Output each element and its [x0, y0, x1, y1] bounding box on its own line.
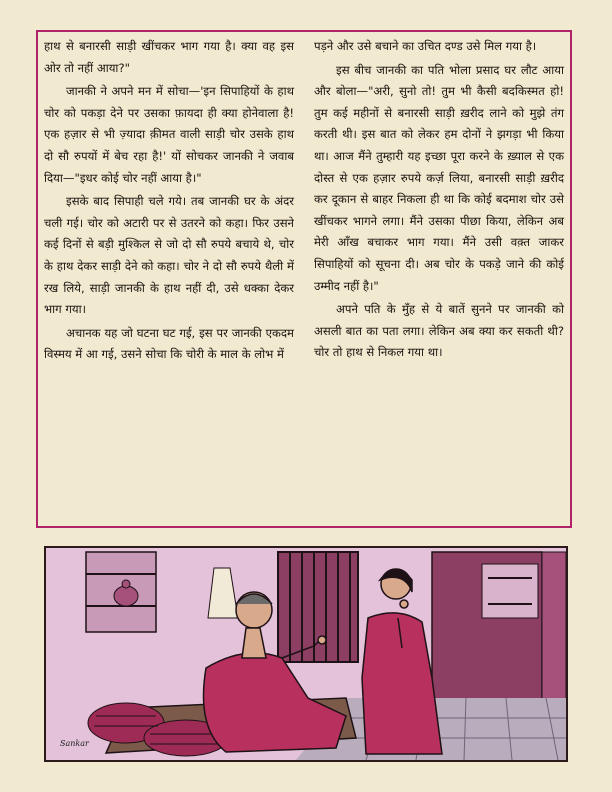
artist-signature: Sankar: [60, 739, 89, 748]
story-illustration: [44, 546, 568, 762]
paragraph: अपने पति के मुँह से ये बातें सुनने पर जानकी को असली बात का पता लगा। लेकिन अब क्या कर सकती थी? चोर तो हाथ से निकल गया था।: [314, 302, 564, 360]
paragraph: हाथ से बनारसी साड़ी खींचकर भाग गया है। क्या वह इस ओर तो नहीं आया?": [44, 39, 294, 75]
paragraph: जानकी ने अपने मन में सोचा—'इन सिपाहियों के हाथ चोर को पकड़ा देने पर उसका फ़ायदा ही क्या होनेवाला है! एक हज़ार से भी ज़्यादा क़ीमत वाली साड़ी चोर उसके हाथ दो सौ रुपयों में बेच रहा है!' यों सोचकर जानकी ने जवाब दिया—"इधर कोई चोर नहीं आया है।": [44, 84, 294, 185]
story-column-left: [44, 36, 294, 366]
illustration-scene: [46, 548, 566, 760]
paragraph: इस बीच जानकी का पति भोला प्रसाद घर लौट आया और बोला—"अरी, सुनो तो! तुम भी कैसी बदकिस्मत हो! तुम कई महीनों से बनारसी साड़ी ख़रीद लाने को मुझे तंग करती थी। इस बात को लेकर हम दोनों ने झगड़ा भी किया था। आज मैंने तुम्हारी यह इच्छा पूरा करने के ख़्याल से एक दोस्त से एक हज़ार रुपये कर्ज़ लिया, बनारसी साड़ी ख़रीद कर दूकान से बाहर निकला ही था कि कोई बदमाश चोर उसे खींचकर भागने लगा। मैंने उसका पीछा किया, लेकिन अब मेरी आँख बचाकर भाग गया। मैंने उसी वक़्त जाकर सिपाहियों को सूचना दी। अब चोर के पकड़े जाने की कोई उम्मीद नहीं है।": [314, 62, 564, 293]
paragraph: इसके बाद सिपाही चले गये। तब जानकी घर के अंदर चली गई। चोर को अटारी पर से उतरने को कहा। फिर उसने कई दिनों से बड़ी मुश्किल से जो दो सौ रुपये बचाये थे, चोर के हाथ देकर साड़ी देने को कहा। चोर ने दो सौ रुपये थैली में रख लिये, साड़ी जानकी के हाथ नहीं दी, उसे धक्का देकर भाग गया।: [44, 194, 294, 317]
paragraph: पड़ने और उसे बचाने का उचित दण्ड उसे मिल गया है।: [314, 39, 537, 53]
clay-pot: [114, 586, 138, 606]
paragraph: अचानक यह जो घटना घट गई, इस पर जानकी एकदम विस्मय में आ गई, उसने सोचा कि चोरी के माल के लोभ में: [44, 325, 294, 362]
window-bars: [278, 552, 358, 662]
story-column-right: [314, 36, 564, 364]
